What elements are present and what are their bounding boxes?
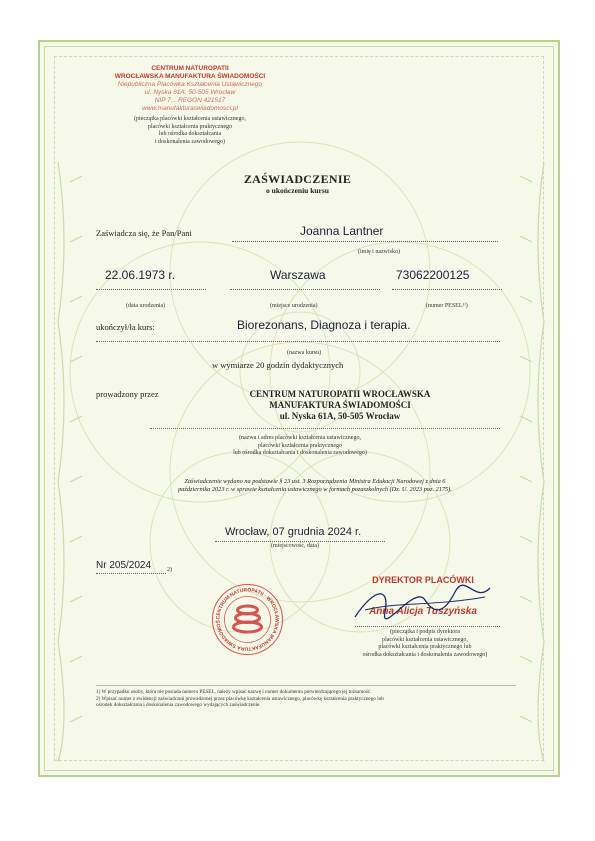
caption-line: i doskonalenia zawodowego)	[155, 138, 225, 145]
registry-footnote-ref: 2)	[167, 567, 172, 573]
issue-dotted-line	[215, 541, 385, 542]
caption-line: placówki kształcenia praktycznego	[148, 123, 232, 130]
course-label: ukończył/ła kurs:	[96, 322, 155, 332]
person-name: Joanna Lantner	[300, 224, 384, 238]
caption-line: (pieczątka placówki kształcenia ustawicznego,	[134, 116, 246, 122]
legal-basis	[100, 478, 530, 494]
birth-place-dotted-line	[230, 289, 380, 290]
signature-dotted-line	[355, 626, 500, 627]
provider-caption	[200, 435, 400, 458]
footnote-2: 2) Wpisać numer z ewidencji zaświadczeń prowadzonej przez placówkę kształcenia ustawicznego, placówkę kształcenia praktycznego lub	[96, 695, 384, 702]
provider-label: prowadzony przez	[96, 389, 159, 399]
document-title: ZAŚWIADCZENIE	[243, 172, 352, 186]
stamp-line: www.manufakturaswiadomosci.pl	[142, 105, 238, 112]
caption-line: placówki kształcenia praktycznego	[258, 442, 342, 449]
caption-line: placówki kształcenia praktycznego lub	[378, 644, 472, 650]
caption-line: placówki kształcenia ustawicznego,	[382, 636, 468, 643]
director-name: Anna Alicja Tuszyńska	[369, 606, 477, 617]
caption-line: (pieczątka i podpis dyrektora	[390, 629, 460, 635]
caption-line: (nazwa i adres placówki kształcenia ustawicznego,	[239, 435, 361, 441]
stamp-line: CENTRUM NATUROPATII	[151, 65, 229, 72]
provider-line: ul. Nyska 61A, 50-505 Wrocław	[279, 411, 401, 421]
legal-line: Zaświadczenie wydano na podstawie § 23 ust. 3 Rozporządzenia Ministra Edukacji Narodowej z dnia 6	[184, 478, 446, 485]
birth-place-caption: (miejsce urodzenia)	[270, 303, 318, 309]
birth-date: 22.06.1973 r.	[105, 268, 176, 282]
registry-dotted-line	[96, 573, 166, 574]
birth-date-dotted-line	[96, 289, 206, 290]
stamp-line: Niepubliczna Placówka Kształcenia Ustawicznego	[117, 81, 263, 88]
director-signature	[345, 582, 495, 622]
school-stamp-caption	[110, 116, 270, 146]
director-title: DYREKTOR PLACÓWKI	[372, 575, 474, 585]
stamp-line: WROCŁAWSKA MANUFAKTURA ŚWIADOMOŚCI	[114, 73, 266, 80]
stamp-line: NIP 7... REGON 421517	[154, 97, 226, 104]
caption-line: ośrodka dokształcania i doskonalenia zawodowego)	[362, 651, 488, 658]
registry-number: Nr 205/2024	[96, 560, 152, 571]
provider-dotted-line	[150, 428, 500, 429]
issue-place-date: Wrocław, 07 grudnia 2024 r.	[225, 526, 362, 538]
stamp-line: ul. Nyska 61A, 50-505 Wrocław	[144, 89, 236, 96]
course-caption: (nazwa kursu)	[287, 350, 322, 356]
birth-date-caption: (data urodzenia)	[126, 303, 166, 309]
seal-emblem	[234, 606, 262, 632]
legal-line: października 2023 r. w sprawie kształcenia ustawicznego w formach pozaszkolnych (Dz. U. 2023 poz. 2175).	[178, 486, 452, 493]
intro-label: Zaświadcza się, że Pan/Pani	[96, 228, 192, 238]
document-subtitle: o ukończeniu kursu	[266, 186, 329, 195]
course-hours: w wymiarze 20 godzin dydaktycznych	[212, 360, 344, 370]
pesel-number: 73062200125	[396, 268, 470, 282]
caption-line: lub ośrodka dokształcania	[158, 131, 222, 137]
round-seal	[210, 582, 285, 657]
caption-line: lub ośrodka dokształcania i doskonalenia zawodowego)	[233, 450, 367, 456]
pesel-caption: (numer PESEL¹⁾)	[426, 303, 468, 309]
birth-place: Warszawa	[270, 268, 326, 282]
name-dotted-line	[232, 241, 498, 242]
footnotes	[96, 689, 516, 709]
pesel-dotted-line	[392, 289, 502, 290]
issue-caption: (miejscowość, data)	[271, 543, 319, 549]
name-caption: (imię i nazwisko)	[358, 249, 400, 255]
footnote-1: 1) W przypadku osoby, która nie posiada numeru PESEL, należy wpisać nazwę i numer dokumentu potwierdzającego jej tożsamość.	[96, 689, 372, 695]
seal-ring-text: CENTRUM NATUROPATII · WROCŁAWSKA MANUFAKTURA ŚWIADOMOŚ	[215, 587, 280, 652]
course-name: Biorezonans, Diagnoza i terapia.	[237, 318, 411, 332]
footnote-2-continued: ośrodek dokształcania i doskonalenia zawodowego wydających zaświadczenie.	[96, 702, 261, 708]
school-stamp	[105, 65, 275, 113]
provider-line: MANUFAKTURA ŚWIADOMOŚCI	[269, 400, 411, 410]
provider-line: CENTRUM NATUROPATII WROCŁAWSKA	[249, 389, 431, 399]
provider-name	[150, 389, 530, 422]
director-caption	[345, 629, 505, 659]
course-dotted-line	[96, 341, 500, 342]
footnote-separator	[96, 685, 516, 686]
